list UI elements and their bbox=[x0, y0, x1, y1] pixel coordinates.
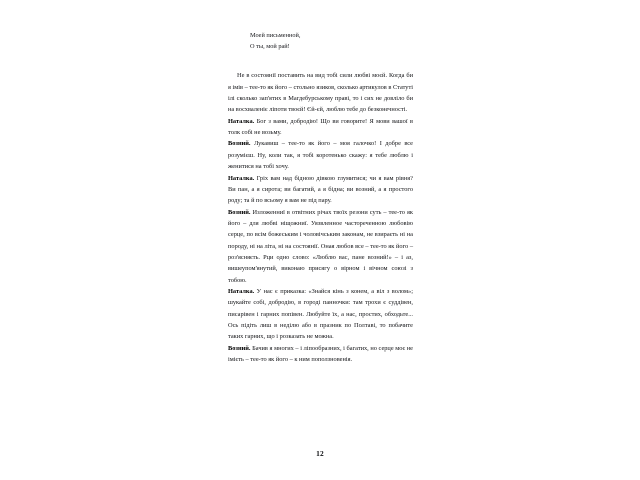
speaker-name: Возний. bbox=[228, 344, 251, 352]
speaker-name: Наталка. bbox=[228, 117, 255, 125]
dialogue-line-voznyi-3 bbox=[228, 343, 413, 366]
dialogue-line-voznyi-2 bbox=[228, 207, 413, 286]
epigraph bbox=[228, 30, 413, 52]
paragraph-text: Бачив я многих – і ліпообразних, і багатих, но серце моє не імієть – тее-то як його – к ним поползновенія. bbox=[228, 344, 413, 363]
epigraph-line-2: О ты, мой рай! bbox=[250, 43, 290, 51]
speaker-name: Наталка. bbox=[228, 174, 255, 182]
speaker-name: Наталка. bbox=[228, 287, 255, 295]
dialogue-line-natalka-2 bbox=[228, 173, 413, 207]
dialogue-line-voznyi-1 bbox=[228, 138, 413, 172]
paragraph-text: У нас є приказка: «Знайся кінь з конем, а віл з волом»; шукайте собі, добродію, в городі панночки: там трохи є суддівен, писарівен і гарних попівен. Любуйте їх, а нас, простих, обходьте... Ось підіть лиш в неділю або в празник по Полтаві, то побачите таких гарних, що і розказать не можна. bbox=[228, 287, 413, 341]
page-number: 12 bbox=[316, 449, 324, 458]
speaker-name: Возний. bbox=[228, 140, 251, 148]
paragraph-text: Бог з вами, добродію! Що ви говорите! Я мови вашої в толк собі не возьму. bbox=[228, 117, 413, 137]
paragraph-text: Гріх вам над бідною дівкою глумитися; чи я вам рівня? Ви пан, а я сирота; ви багатий, а я бідна; ви возний, а я простого роду; та й по всьому я вам не під пару. bbox=[228, 174, 413, 205]
speaker-name: Возний. bbox=[228, 208, 251, 216]
paragraph-text: Изложенниї в отвітних річах твоїх резони суть – тее-то як його – для любві ніщожниї. Уязвленное частореченною любовію серце, по всім божеським і чоловічським законам, не взираєть ні на породу, ні на літа, ні на состоянії. Оная любов все – тее-то як його – роз'ясняєть. Рци одно слово: «Люблю вас, пане возний!» – і аз, вишеупом'янутий, виконаю присягу о вірном і вічном союзі з тобою. bbox=[228, 208, 413, 284]
paragraph-narration bbox=[228, 70, 413, 115]
paragraph-text: Лукавиш – тее-то як його – моя галочко! І добре все розумієш. Ну, коли так, я тобі коротенько скажу: я тебе люблю і женитися на тобі хочу. bbox=[228, 140, 413, 171]
dialogue-line-natalka-3 bbox=[228, 286, 413, 343]
page-text-column bbox=[228, 30, 413, 365]
paragraph-text: Не в состоянії поставить на вид тобі сили любві моєй. Когда би я імів – тее-то як його – стольно язиков, сколько артикулов в Статуті ілі сколько зап'ятих в Магдебурському праві, то і сих не довліло би на восхваленіє ліпоти твоєй! Єй-єй, люблю тебе до безконечності. bbox=[228, 72, 413, 114]
epigraph-line-1: Моей письменной, bbox=[250, 32, 301, 39]
dialogue-line-natalka-1 bbox=[228, 116, 413, 139]
